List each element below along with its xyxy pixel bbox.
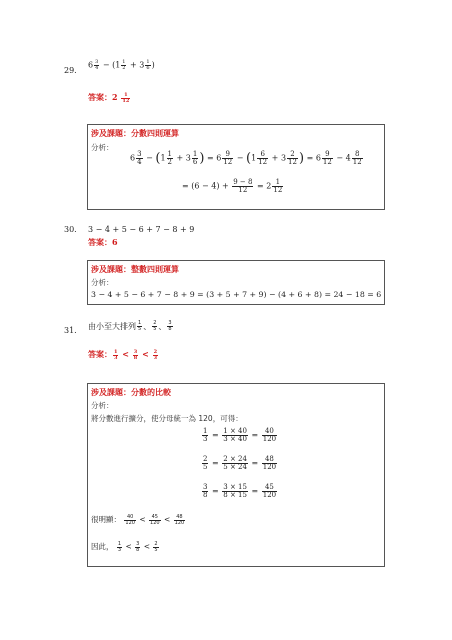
question-30-expression: 3 − 4 + 5 − 6 + 7 − 8 + 9 [88,225,195,234]
q29-w1-f-num: 2 [287,151,298,159]
q29-lparen: ( [112,60,116,70]
q29-w1-g-num: 9 [322,151,333,159]
q29-w1-b-num: 1 [167,150,172,158]
q31-q-sep-1: 、 [143,322,152,331]
q31-th-lt-1: < [125,542,132,551]
q31-a-frac-3-num: 2 [153,348,158,355]
q29-w1-c-den: 6 [192,158,198,166]
q31-r2-c-den: 120 [262,463,277,471]
q29-den-a: 4 [95,65,99,71]
q29-analysis-box [87,124,385,210]
q31-row-2: $\frac{2}{5}$ = $\frac{2 \times 24}{5 \times 24}$ = $\frac{48}{120}$ [203,455,277,471]
q31-r1-a-num: 1 [203,427,208,435]
q31-obvious-label: 很明顯： [91,515,121,524]
q29-answer-label: 答案： [88,92,112,102]
question-29-answer [88,92,131,104]
q29-w1-d-den: 12 [223,158,233,166]
q31-row-1: $\frac{1}{3}$ = $\frac{1 \times 40}{3 \times 40}$ = $\frac{40}{120}$ [203,427,277,443]
q31-q-frac-1-num: 1 [138,320,142,326]
q31-analysis-box [87,383,385,567]
q31-r3-c-num: 45 [262,484,277,492]
q31-r1-b-den: 3 × 40 [223,435,247,443]
q31-ob-1-num: 40 [124,515,136,521]
q29-w1-e-num: 6 [257,151,268,159]
q29-w2-result-den: 12 [273,186,283,194]
q31-step-text: 將分數進行擴分，使分母統一為 120，可得： [91,414,243,423]
q29-w1-c-num: 1 [192,150,198,158]
q29-work-line-1: 6 $\frac{3}{4}$ − (1 $\frac{1}{2}$ + 3 $\frac{1}{6}$ ) = 6 $\frac{9}{12}$ − (1 $\frac{6}{12}$ + 3 $\frac{2}{12}$ ) = 6 $\frac{9}{12}$ − 4 $\frac{8}{12}$ [130,150,362,166]
q31-a-frac-2-num: 3 [133,348,138,355]
q29-w1-b-whole: 1 [160,153,166,163]
q31-r1-b-num: 1 × 40 [223,427,247,435]
q31-a-frac-1-den: 3 [114,354,118,361]
q31-q-frac-2-num: 2 [153,320,157,326]
q29-w1-d-whole: 6 [216,153,222,163]
q31-th-3-num: 2 [154,540,158,547]
question-29-expression [88,60,155,71]
q31-r2-c-num: 48 [262,456,277,464]
q29-w1-e-den: 12 [258,158,268,166]
q31-ob-lt-2: < [163,515,171,524]
q31-ob-2-num: 45 [149,515,161,521]
q29-w1-g-den: 12 [322,158,332,166]
q31-a-lt-2: < [142,349,149,359]
q29-answer-whole: 2 [112,92,118,102]
q31-q-frac-2-den: 5 [153,326,157,332]
q29-w1-f-den: 12 [288,158,297,166]
q31-topic: 涉及課題：分數的比較 [91,388,171,397]
q29-whole-a: 6 [88,60,94,70]
q31-th-3-den: 5 [154,546,158,553]
q31-q-frac-1-den: 5 [138,326,142,332]
q31-r3-b-num: 3 × 15 [223,483,247,491]
q29-topic: 涉及課題：分數四則運算 [91,129,179,138]
q31-th-2-num: 3 [136,540,140,547]
q31-answer-label: 答案： [88,349,112,359]
q31-q-frac-3-num: 3 [168,320,172,326]
q31-a-frac-3-den: 3 [153,354,158,361]
q31-r2-b-den: 5 × 24 [223,463,247,471]
q29-num-a: 3 [95,59,99,65]
q31-th-1-den: 3 [117,546,122,553]
q29-w2-paren: = (6 − 4) + [182,181,229,191]
q31-r3-a-num: 3 [203,483,208,491]
q31-q-frac-3-den: 8 [168,326,172,332]
q29-analysis-label: 分析： [91,143,114,152]
question-31-text [88,321,174,332]
q29-num-c: 1 [146,59,150,65]
q29-w1-h-whole: 4 [345,153,351,163]
q31-a-lt-1: < [122,349,129,359]
q29-w1-h-den: 12 [352,158,362,166]
question-31-number: 31. [64,326,77,335]
q31-a-frac-1-num: 1 [114,348,118,355]
q31-q-sep-2: 、 [158,322,167,331]
q30-analysis-label: 分析： [91,278,114,287]
q31-therefore-line [91,541,160,553]
q29-den-b: 2 [122,65,126,71]
q31-r3-a-den: 8 [203,491,208,499]
q31-th-1-num: 1 [117,540,122,547]
q30-work: 3 − 4 + 5 − 6 + 7 − 8 + 9 = (3 + 5 + 7 + 9) − (4 + 6 + 8) = 24 − 18 = 6 [91,290,382,299]
q31-r3-c-den: 120 [262,491,277,499]
q31-r2-a-num: 2 [203,455,208,463]
q29-w2-num: 9 − 8 [233,178,253,186]
q29-answer-den: 12 [122,97,130,104]
q30-answer-value: 6 [112,237,118,247]
q31-a-frac-2-den: 8 [133,354,138,361]
q29-w1-e-whole: 1 [251,153,257,163]
q31-question-text: 由小至大排列 [88,322,136,331]
q29-w2-den: 12 [238,186,248,194]
q29-plus: + [130,60,137,70]
q29-rparen: ) [151,60,155,70]
q29-w2-result-whole: 2 [266,181,272,191]
q29-w1-h-num: 8 [352,151,363,159]
q31-obvious-line [91,514,186,526]
question-30-answer [88,237,118,248]
q29-whole-b: 1 [115,60,121,70]
q30-topic: 涉及課題：整數四則運算 [91,265,179,274]
q29-w1-a-den: 4 [137,158,142,166]
question-29-number: 29. [64,66,77,75]
q31-r1-c-den: 120 [262,435,277,443]
q29-whole-c: 3 [139,60,145,70]
question-30-number: 30. [64,225,77,234]
q31-ob-3-den: 120 [174,519,185,526]
q29-den-c: 6 [146,65,150,71]
q29-work-line-2 [182,179,284,194]
q29-w1-c-whole: 3 [185,153,191,163]
q31-ob-1-den: 120 [125,519,135,526]
q31-th-2-den: 8 [136,546,140,553]
q29-answer-num: 1 [121,93,130,99]
q31-r3-b-den: 8 × 15 [223,491,247,499]
q29-num-b: 1 [122,59,126,65]
q29-w1-a-num: 3 [137,150,142,158]
q31-ob-lt-1: < [139,515,146,524]
q31-therefore-label: 因此， [91,542,114,551]
q29-minus: − [102,60,110,70]
q29-w2-eq: = [257,181,264,191]
q31-ob-2-den: 120 [150,519,160,526]
question-31-answer [88,349,159,361]
q29-w1-a-whole: 6 [130,153,136,163]
q31-th-lt-2: < [143,542,151,551]
q29-w1-g-whole: 6 [315,153,321,163]
q29-w1-d-num: 9 [222,151,233,159]
q31-r1-a-den: 3 [203,435,208,443]
q31-r2-b-num: 2 × 24 [223,455,247,463]
q31-analysis-label: 分析： [91,401,114,410]
q31-r2-a-den: 5 [203,463,208,471]
q30-analysis-box [87,260,385,305]
q31-row-3: $\frac{3}{8}$ = $\frac{3 \times 15}{8 \times 15}$ = $\frac{45}{120}$ [203,483,277,499]
q31-ob-3-num: 48 [174,515,186,521]
q29-w1-b-den: 2 [167,158,172,166]
q31-r1-c-num: 40 [262,428,277,436]
q29-w2-result-num: 1 [272,179,283,187]
q29-w1-f-whole: 3 [280,153,287,163]
q30-answer-label: 答案： [88,237,112,247]
